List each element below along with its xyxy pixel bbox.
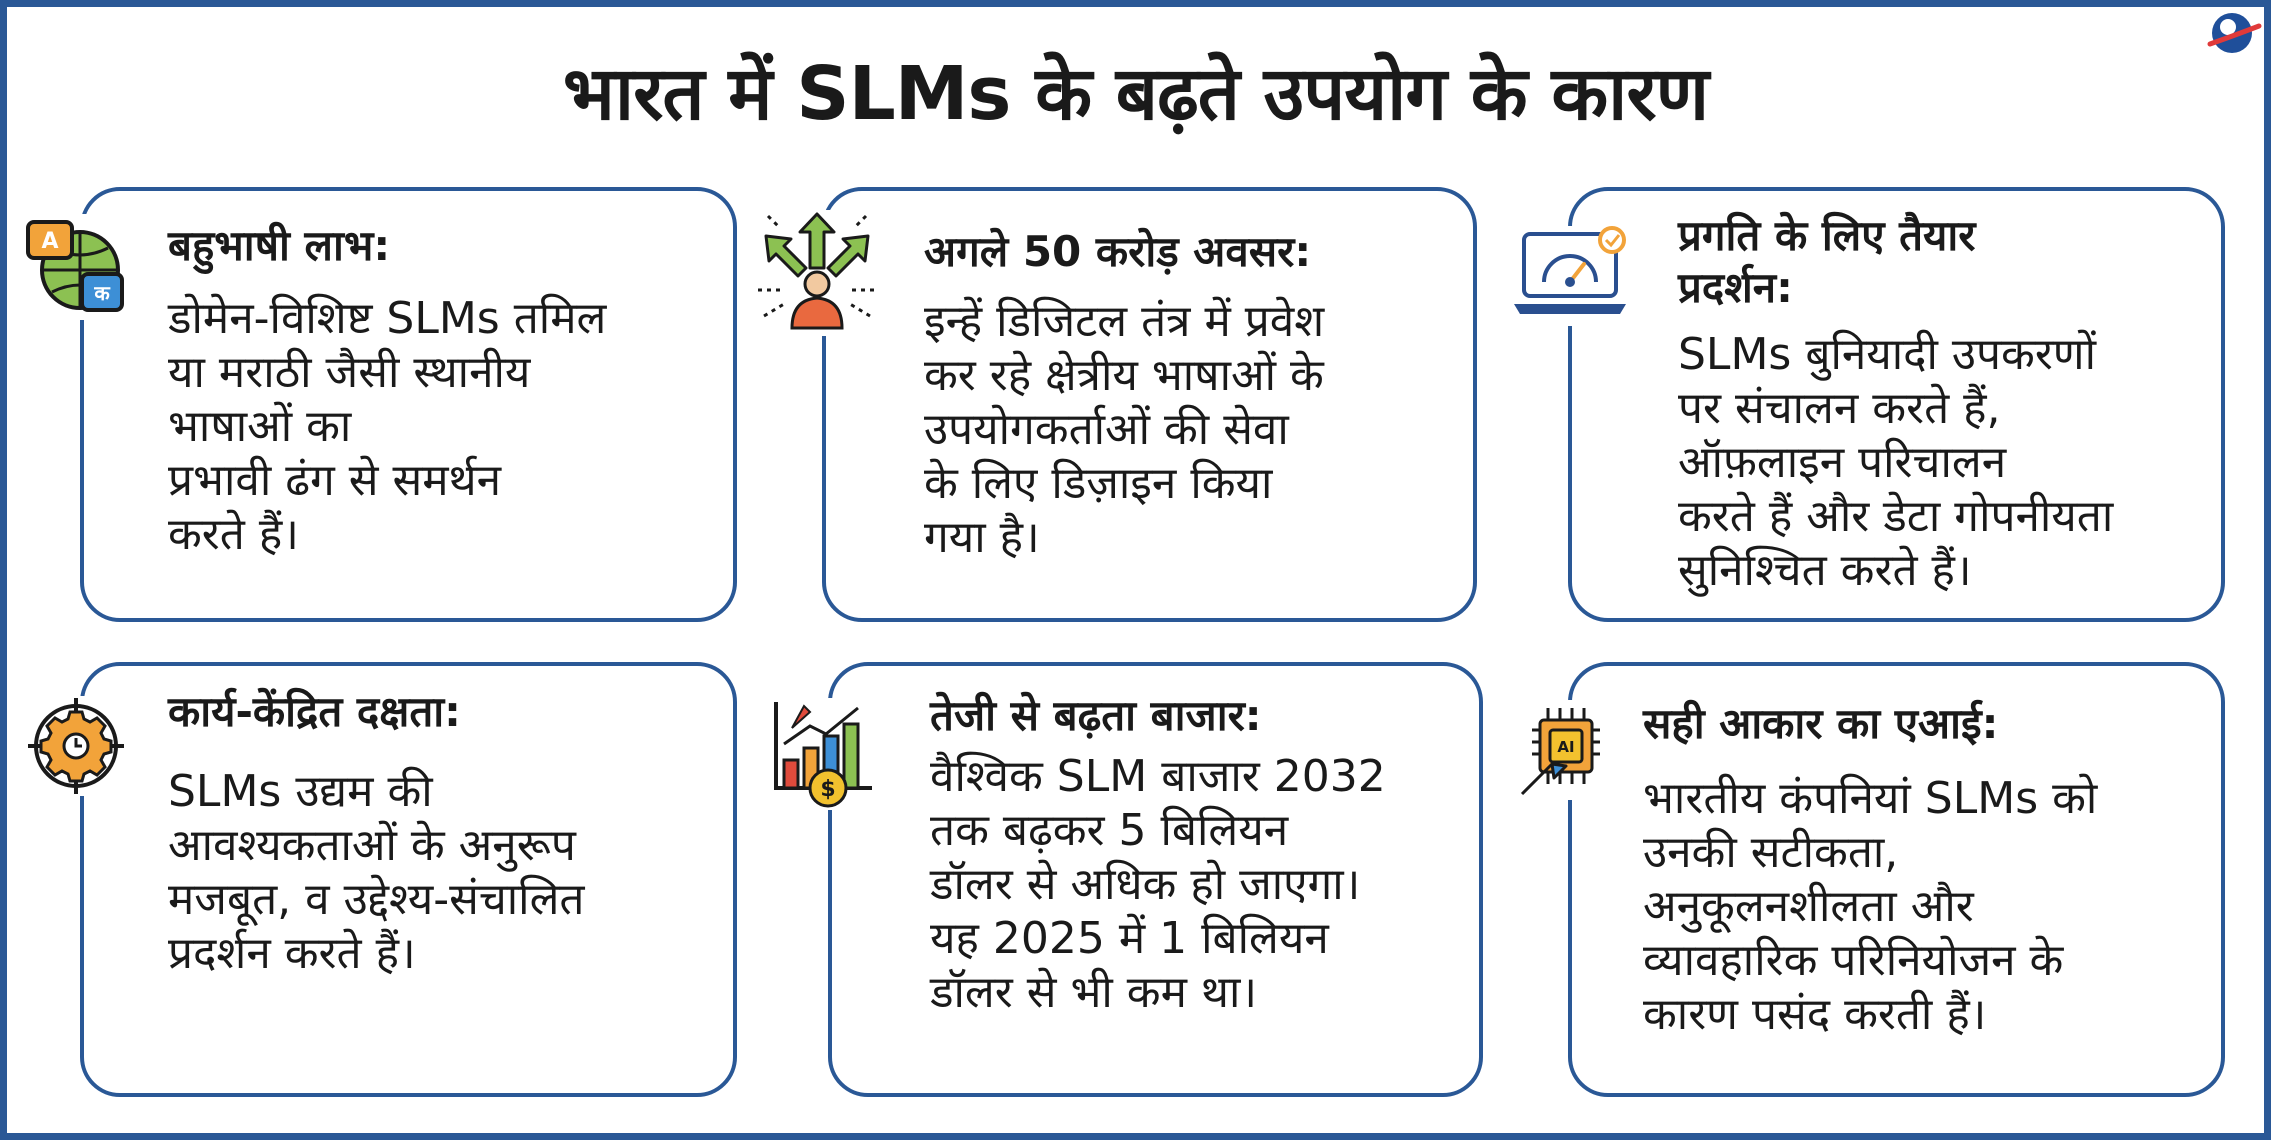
card-body: भारतीय कंपनियां SLMs को उनकी सटीकता, अनुकूलनशीलता और व्यावहारिक परिनियोजन के कारण पसंद करती हैं। [1643, 773, 2098, 1040]
laptop-gauge-icon [1508, 226, 1632, 326]
card-body: SLMs बुनियादी उपकरणों पर संचालन करते हैं, ऑफ़लाइन परिचालन करते हैं और डेटा गोपनीयता सुनिश्चित करते हैं। [1678, 329, 2114, 596]
card-heading: सही आकार का एआई: [1643, 699, 1999, 748]
svg-text:$: $ [820, 777, 836, 802]
card-heading: तेजी से बढ़ता बाजार: [930, 691, 1262, 740]
card-heading: बहुभाषी लाभ: [168, 221, 391, 270]
svg-text:AI: AI [1557, 738, 1575, 756]
multilingual-icon [22, 214, 128, 320]
card-heading: अगले 50 करोड़ अवसर: [924, 227, 1312, 276]
card-heading: प्रगति के लिए तैयार प्रदर्शन: [1678, 211, 1976, 312]
card-body: SLMs उद्यम की आवश्यकताओं के अनुरूप मजबूत, व उद्देश्य-संचालित प्रदर्शन करते हैं। [168, 766, 585, 979]
growth-arrows-icon [754, 210, 880, 336]
svg-text:क: क [94, 281, 110, 305]
target-gear-icon [26, 696, 126, 796]
svg-text:A: A [41, 229, 59, 254]
page-title: भारत में SLMs के बढ़ते उपयोग के कारण [562, 51, 1709, 137]
card-body: इन्हें डिजिटल तंत्र में प्रवेश कर रहे क्षेत्रीय भाषाओं के उपयोगकर्ताओं की सेवा के लिए डिज़ाइन किया गया है। [924, 296, 1325, 563]
market-growth-icon [770, 698, 876, 810]
card-body: डोमेन-विशिष्ट SLMs तमिल या मराठी जैसी स्थानीय भाषाओं का प्रभावी ढंग से समर्थन करते हैं। [168, 293, 607, 560]
card-heading: कार्य-केंद्रित दक्षता: [168, 687, 461, 736]
ai-chip-icon [1518, 700, 1614, 800]
card-body: वैश्विक SLM बाजार 2032 तक बढ़कर 5 बिलियन डॉलर से अधिक हो जाएगा। यह 2025 में 1 बिलियन डॉलर से भी कम था। [930, 751, 1386, 1018]
